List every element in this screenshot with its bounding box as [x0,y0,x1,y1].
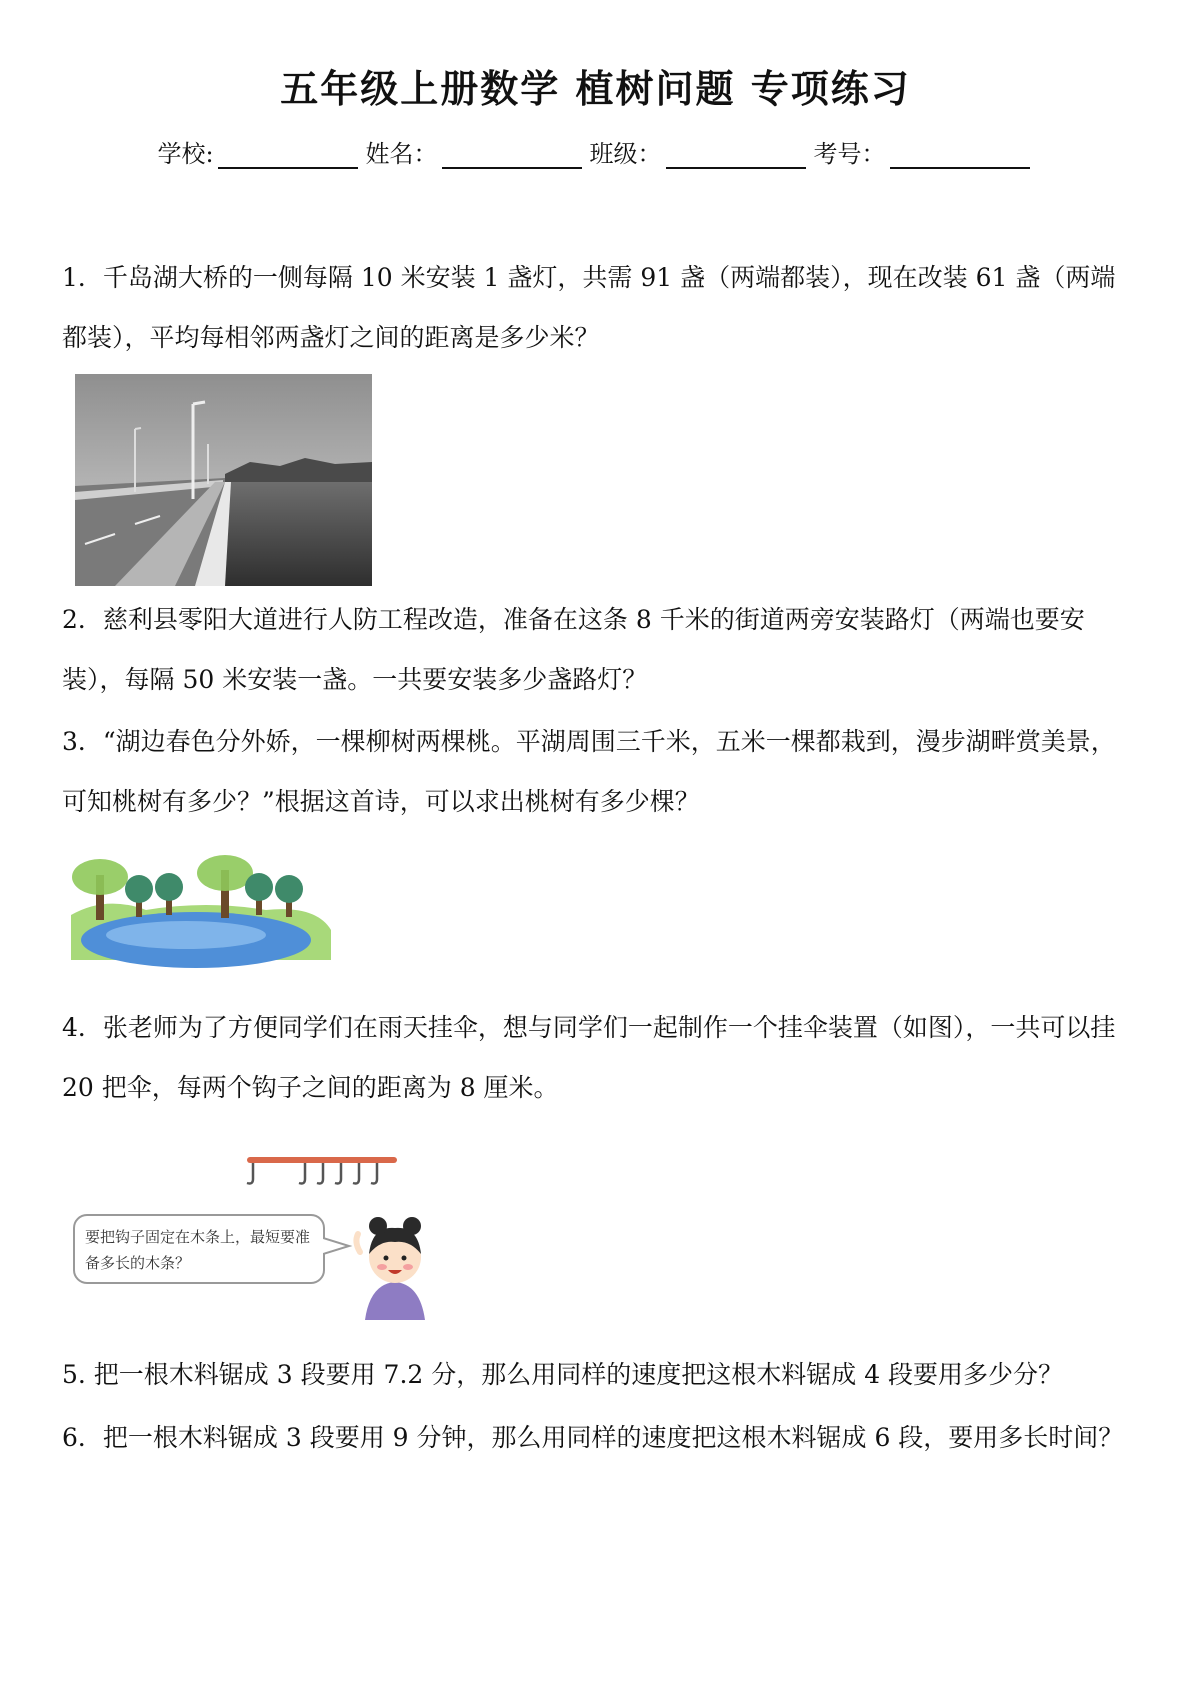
exam-number-blank[interactable] [890,141,1030,169]
lake-trees-illustration [66,855,336,975]
student-info-row [0,134,1191,169]
school-label: 学校: [157,140,214,168]
name-blank[interactable] [442,141,582,169]
question-5: 5. 把一根木料锯成 3 段要用 7.2 分，那么用同样的速度把这根木料锯成 4 段要用多少分？ [62,1360,1064,1389]
question-1: 1．千岛湖大桥的一侧每隔 10 米安装 1 盏灯，共需 91 盏（两端都装），现在改装 61 盏（两端都装），平均每相邻两盏灯之间的距离是多少米？ [62,263,1116,352]
bridge-photo [75,374,372,586]
question-6: 6．把一根木料锯成 3 段要用 9 分钟，那么用同样的速度把这根木料锯成 6 段，要用多长时间？ [62,1423,1124,1452]
school-field [157,134,361,169]
girl-illustration [350,1212,440,1320]
name-field [366,134,586,169]
speech-bubble: 要把钩子固定在木条上，最短要准备多长的木条？ [73,1214,325,1284]
class-field [590,134,810,169]
question-3: 3．“湖边春色分外娇，一棵柳树两棵桃。平湖周围三千米，五米一棵都栽到，漫步湖畔赏美景，可知桃树有多少？”根据这首诗，可以求出桃树有多少棵？ [62,727,1116,816]
name-label: 姓名： [365,140,438,168]
question-4: 4．张老师为了方便同学们在雨天挂伞，想与同学们一起制作一个挂伞装置（如图），一共可以挂 20 把伞，每两个钩子之间的距离为 8 厘米。 [62,1013,1116,1102]
umbrella-hanger-figure [245,1153,405,1193]
speech-bubble-tail [323,1234,353,1260]
class-label: 班级： [589,140,662,168]
question-2: 2．慈利县零阳大道进行人防工程改造，准备在这条 8 千米的街道两旁安装路灯（两端也要安装），每隔 50 米安装一盏。一共要安装多少盏路灯？ [62,605,1085,694]
class-blank[interactable] [666,141,806,169]
page-title: 五年级上册数学 植树问题 专项练习 [280,67,911,111]
exam-number-field [814,134,1034,169]
exam-number-label: 考号： [813,140,886,168]
school-blank[interactable] [218,141,358,169]
